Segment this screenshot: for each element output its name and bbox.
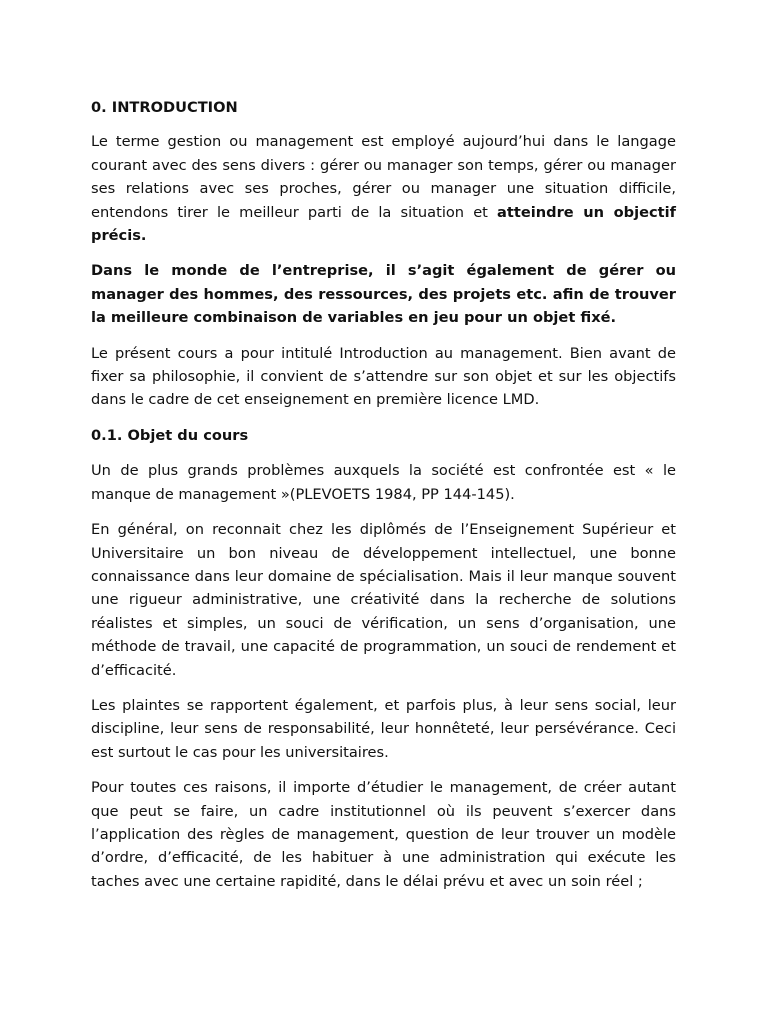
- document-page: [91, 96, 676, 905]
- paragraph-1-text: Le terme gestion ou management est employé aujourd’hui dans le langage courant avec des sens divers : gérer ou manager son temps, gérer ou manager ses relations avec ses proches, gérer ou manager une situation difficile, entendons tirer le meilleur parti de la situation et: [91, 133, 676, 221]
- paragraph-3: Le présent cours a pour intitulé Introduction au management. Bien avant de fixer sa philosophie, il convient de s’attendre sur son objet et sur les objectifs dans le cadre de cet enseignement en première licence LMD.: [91, 344, 676, 409]
- section-heading: 0. INTRODUCTION: [91, 99, 238, 116]
- paragraph-6: Les plaintes se rapportent également, et parfois plus, à leur sens social, leur discipline, leur sens de responsabilité, leur honnêteté, leur persévérance. Ceci est surtout le cas pour les universitaires.: [91, 696, 676, 761]
- paragraph-2: Dans le monde de l’entreprise, il s’agit également de gérer ou manager des hommes, des ressources, des projets etc. afin de trouver la meilleure combinaison de variables en jeu pour un objet fixé.: [91, 262, 676, 327]
- paragraph-7: Pour toutes ces raisons, il importe d’étudier le management, de créer autant que peut se faire, un cadre institutionnel où ils peuvent s’exercer dans l’application des règles de management, question de leur trouver un modèle d’ordre, d’efficacité, de les habituer à une administration qui exécute les taches avec une certaine rapidité, dans le délai prévu et avec un soin réel ;: [91, 779, 676, 890]
- paragraph-4: Un de plus grands problèmes auxquels la société est confrontée est « le manque de management »(PLEVOETS 1984, PP 144-145).: [91, 462, 676, 503]
- paragraph-1: [91, 130, 676, 247]
- paragraph-5: En général, on reconnait chez les diplômés de l’Enseignement Supérieur et Universitaire un bon niveau de développement intellectuel, une bonne connaissance dans leur domaine de spécialisation. Mais il leur manque souvent une rigueur administrative, une créativité dans la recherche de solutions réalistes et simples, un souci de vérification, un sens d’organisation, une méthode de travail, une capacité de programmation, un souci de rendement et d’efficacité.: [91, 521, 676, 679]
- paragraph-1-bold: atteindre un objectif précis.: [91, 203, 676, 245]
- subsection-heading: 0.1. Objet du cours: [91, 426, 249, 444]
